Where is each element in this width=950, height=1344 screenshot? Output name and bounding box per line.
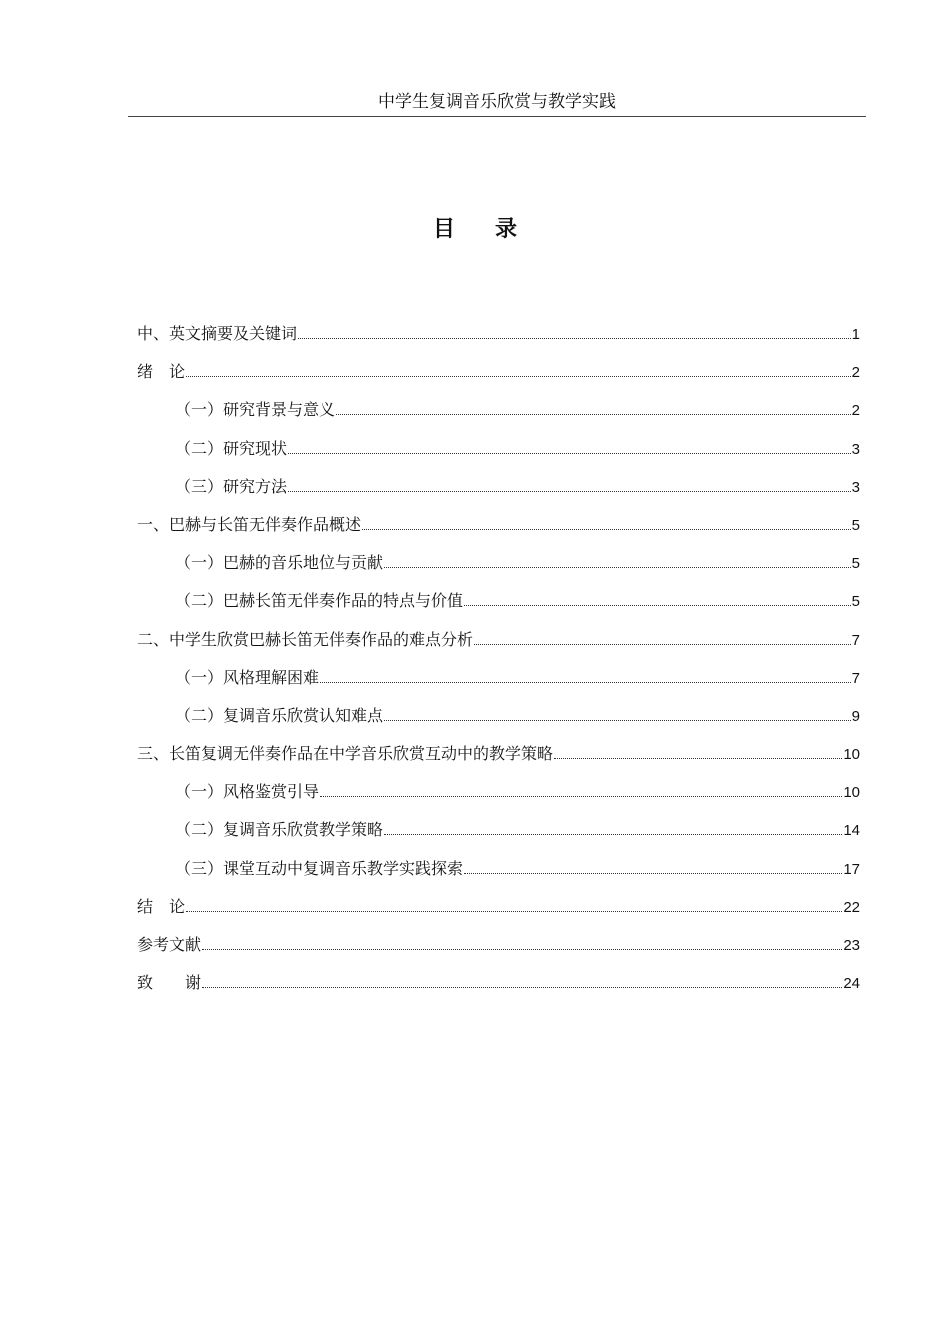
- toc-entry[interactable]: [137, 969, 860, 1007]
- toc-entry-title: （一）风格鉴赏引导: [175, 782, 320, 802]
- toc-title-char-2: 录: [495, 216, 518, 242]
- toc-entry[interactable]: [137, 778, 860, 816]
- toc-dot-leader: [474, 644, 851, 645]
- toc-entry-title: 二、中学生欣赏巴赫长笛无伴奏作品的难点分析: [137, 629, 474, 649]
- toc-entry[interactable]: [137, 855, 860, 893]
- running-header-title: 中学生复调音乐欣赏与教学实践: [378, 92, 616, 112]
- toc-entry[interactable]: [137, 396, 860, 434]
- toc-entry-page-number: 10: [843, 746, 860, 764]
- toc-entry-page-number: 5: [851, 593, 860, 611]
- toc-entry[interactable]: [137, 511, 860, 549]
- toc-entry-page-number: 3: [851, 440, 860, 458]
- toc-entry-page-number: 23: [843, 937, 860, 954]
- toc-dot-leader: [384, 834, 842, 835]
- toc-entry[interactable]: [137, 435, 860, 473]
- toc-entry-title: 绪 论: [137, 362, 186, 382]
- toc-entry[interactable]: [137, 816, 860, 854]
- toc-entry-title: 一、巴赫与长笛无伴奏作品概述: [137, 514, 362, 534]
- toc-entry-page-number: 2: [851, 402, 860, 420]
- toc-title-char-1: 目: [432, 216, 455, 242]
- toc-entry-title: （一）研究背景与意义: [175, 400, 336, 420]
- toc-entry-page-number: 3: [851, 478, 860, 496]
- toc-entry[interactable]: [137, 626, 860, 664]
- toc-dot-leader: [288, 491, 851, 492]
- toc-entry[interactable]: [137, 931, 860, 969]
- toc-dot-leader: [288, 453, 851, 454]
- toc-dot-leader: [464, 873, 842, 874]
- toc-entry-title: （一）风格理解困难: [175, 667, 320, 687]
- toc-entry-page-number: 5: [851, 555, 860, 573]
- toc-entry[interactable]: [137, 702, 860, 740]
- toc-entry-title: 三、长笛复调无伴奏作品在中学音乐欣赏互动中的教学策略: [137, 744, 554, 764]
- toc-entry-page-number: 24: [843, 975, 860, 993]
- toc-title: [0, 213, 950, 245]
- toc-entry-title: 致 谢: [137, 973, 202, 993]
- toc-entry[interactable]: [137, 664, 860, 702]
- toc-entry-title: （二）研究现状: [175, 438, 288, 458]
- toc-dot-leader: [320, 682, 851, 683]
- toc-entry[interactable]: [137, 473, 860, 511]
- toc-entry-title: （二）复调音乐欣赏认知难点: [175, 705, 384, 725]
- toc-entry-title: （一）巴赫的音乐地位与贡献: [175, 553, 384, 573]
- toc-dot-leader: [384, 567, 851, 568]
- toc-entry-title: 参考文献: [137, 935, 202, 954]
- toc-dot-leader: [464, 605, 851, 606]
- toc-entry-title: （三）研究方法: [175, 476, 288, 496]
- toc-entry[interactable]: [137, 587, 860, 625]
- toc-entry-title: （二）巴赫长笛无伴奏作品的特点与价值: [175, 591, 464, 611]
- toc-entry-page-number: 2: [851, 364, 860, 382]
- toc-entry-page-number: 17: [843, 860, 860, 878]
- toc-entry[interactable]: [137, 740, 860, 778]
- toc-dot-leader: [320, 796, 842, 797]
- toc-entry-page-number: 22: [843, 898, 860, 916]
- toc-entry-title: （三）课堂互动中复调音乐教学实践探索: [175, 858, 464, 878]
- toc-entry-page-number: 1: [851, 326, 860, 343]
- toc-dot-leader: [362, 529, 851, 530]
- toc-entry-page-number: 7: [851, 631, 860, 649]
- toc-dot-leader: [186, 911, 842, 912]
- toc-dot-leader: [298, 338, 851, 339]
- table-of-contents: [137, 320, 860, 1007]
- toc-entry-title: （二）复调音乐欣赏教学策略: [175, 820, 384, 840]
- toc-entry[interactable]: [137, 320, 860, 358]
- toc-entry-page-number: 9: [851, 707, 860, 725]
- toc-entry-title: 中、英文摘要及关键词: [137, 324, 298, 343]
- toc-dot-leader: [202, 949, 842, 950]
- toc-dot-leader: [336, 414, 851, 415]
- toc-dot-leader: [384, 720, 851, 721]
- toc-entry-title: 结 论: [137, 896, 186, 916]
- running-header: [128, 88, 866, 117]
- toc-entry[interactable]: [137, 358, 860, 396]
- toc-entry-page-number: 10: [843, 784, 860, 802]
- toc-entry[interactable]: [137, 893, 860, 931]
- toc-dot-leader: [554, 758, 842, 759]
- toc-entry-page-number: 14: [843, 822, 860, 840]
- toc-entry-page-number: 7: [851, 669, 860, 687]
- toc-entry-page-number: 5: [851, 516, 860, 534]
- toc-entry[interactable]: [137, 549, 860, 587]
- toc-dot-leader: [202, 987, 842, 988]
- toc-dot-leader: [186, 376, 851, 377]
